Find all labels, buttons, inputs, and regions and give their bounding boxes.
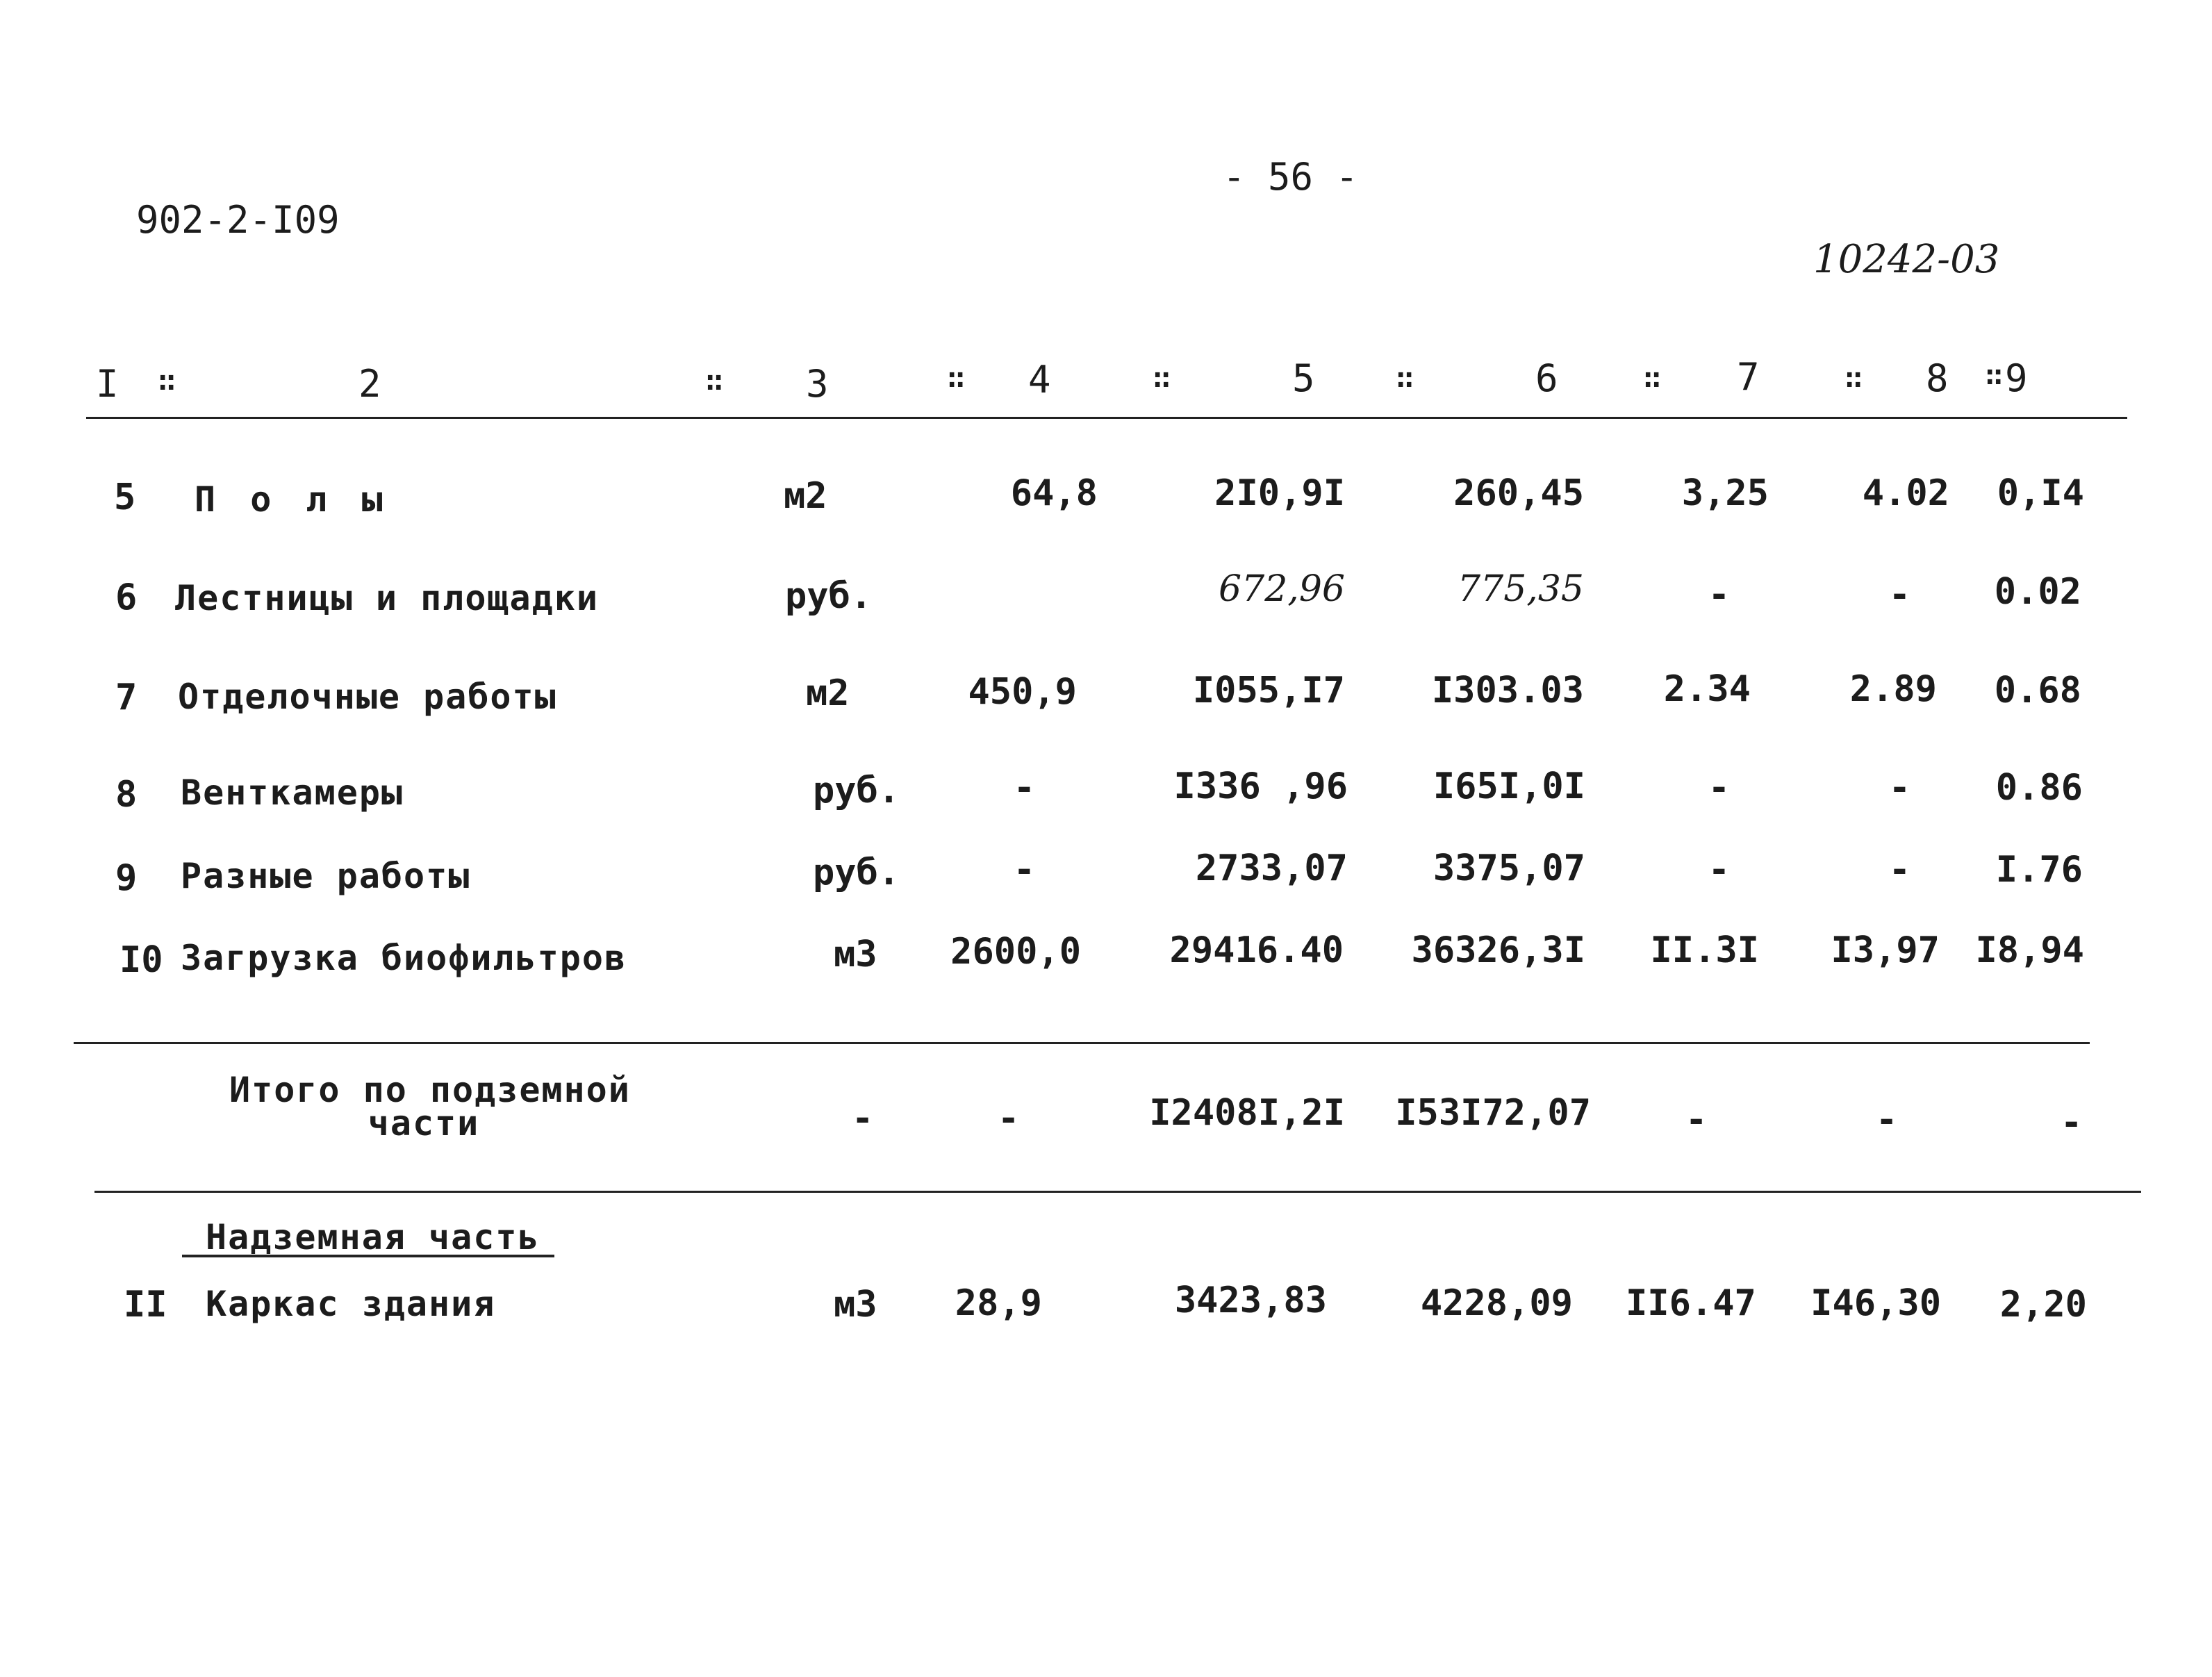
- row-name: Загрузка биофильтров: [181, 938, 627, 978]
- row-name: Лестницы и площадки: [175, 578, 599, 618]
- col-separator: ∷: [1845, 363, 1863, 395]
- row-col9: 2,20: [1999, 1284, 2087, 1325]
- row-col7: 3,25: [1681, 472, 1769, 514]
- archive-number: 10242-03: [1813, 237, 2000, 282]
- subtotal-bottom-rule: [94, 1191, 2141, 1193]
- row-name: Венткамеры: [181, 773, 404, 813]
- row-col9: 0,I4: [1997, 472, 2084, 514]
- subtotal-label-line1: Итого по подземной: [229, 1070, 631, 1110]
- row-name: Разные работы: [181, 856, 471, 896]
- section-underline: [182, 1255, 554, 1257]
- row-col8: I3,97: [1831, 930, 1940, 971]
- row-unit: м3: [834, 934, 877, 975]
- col-header-1: I: [96, 362, 119, 406]
- row-col9: 0.02: [1994, 571, 2081, 613]
- col-header-9: 9: [2005, 356, 2028, 400]
- header-rule: [86, 417, 2127, 419]
- row-col9: 0.68: [1994, 670, 2081, 711]
- row-col6: 260,45: [1453, 472, 1584, 514]
- row-name: П о л ы: [195, 479, 390, 520]
- row-col4: -: [1013, 849, 1035, 891]
- col-separator: ∷: [948, 363, 965, 395]
- row-number: 8: [115, 774, 138, 816]
- row-number: 7: [115, 677, 138, 718]
- row-number: 9: [115, 857, 138, 899]
- row-col7: II6.47: [1626, 1282, 1756, 1324]
- col-header-6: 6: [1535, 356, 1558, 400]
- row-col6: 3375,07: [1433, 848, 1585, 889]
- row-col6: I65I,0I: [1433, 766, 1585, 807]
- row-name: Каркас здания: [206, 1284, 496, 1324]
- row-col5: 672,96: [1219, 568, 1345, 610]
- subtotal-col8: -: [1876, 1099, 1898, 1141]
- subtotal-label-line2: части: [368, 1103, 480, 1143]
- row-col4: 28,9: [955, 1282, 1042, 1324]
- row-col7: -: [1708, 767, 1730, 809]
- row-number: I0: [119, 939, 163, 981]
- col-separator: ∷: [1153, 363, 1171, 395]
- row-col6: 4228,09: [1420, 1282, 1573, 1324]
- subtotal-unit: -: [852, 1098, 874, 1139]
- row-col9: 0.86: [1995, 767, 2083, 809]
- subtotal-col6: I53I72,07: [1395, 1092, 1591, 1134]
- row-name: Отделочные работы: [178, 677, 557, 717]
- row-col8: 2.89: [1849, 668, 1937, 710]
- row-col6: 775,35: [1458, 568, 1584, 610]
- section-title: Надземная часть: [206, 1217, 540, 1257]
- col-separator: ∷: [1396, 363, 1414, 395]
- row-col5: 29416.40: [1169, 930, 1344, 971]
- row-col5: I055,I7: [1192, 670, 1345, 711]
- doc-code: 902-2-I09: [136, 198, 340, 242]
- col-header-8: 8: [1926, 356, 1949, 400]
- col-separator: ∷: [1644, 363, 1661, 395]
- row-number: 5: [114, 477, 136, 518]
- col-header-5: 5: [1292, 356, 1315, 400]
- row-col7: 2.34: [1663, 668, 1751, 710]
- page-number: - 56 -: [1223, 155, 1359, 199]
- row-col7: -: [1708, 574, 1730, 616]
- row-col4: -: [1013, 767, 1035, 809]
- col-header-2: 2: [358, 362, 381, 406]
- col-header-3: 3: [806, 362, 829, 406]
- row-col5: 2733,07: [1195, 848, 1348, 889]
- subtotal-col5: I2408I,2I: [1149, 1092, 1345, 1134]
- row-col9: I8,94: [1975, 930, 2084, 971]
- row-col4: 64,8: [1010, 472, 1098, 514]
- row-unit: руб.: [813, 852, 900, 893]
- row-number: II: [124, 1284, 167, 1325]
- col-header-4: 4: [1028, 358, 1051, 402]
- row-unit: м3: [834, 1284, 877, 1325]
- row-col6: 36326,3I: [1411, 930, 1585, 971]
- subtotal-col4: -: [998, 1098, 1020, 1139]
- row-col7: -: [1708, 849, 1730, 891]
- subtotal-col9: -: [2061, 1102, 2083, 1143]
- row-col9: I.76: [1995, 849, 2083, 891]
- subtotal-top-rule: [74, 1042, 2090, 1044]
- row-col8: -: [1888, 767, 1910, 809]
- row-col8: 4.02: [1862, 472, 1949, 514]
- row-col4: 450,9: [968, 671, 1077, 713]
- col-separator: ∷: [1986, 361, 2003, 393]
- col-separator: ∷: [158, 366, 176, 398]
- row-col5: 2I0,9I: [1214, 472, 1345, 514]
- row-col5: 3423,83: [1174, 1280, 1327, 1321]
- row-col5: I336 ,96: [1173, 766, 1348, 807]
- row-unit: м2: [806, 672, 850, 714]
- row-unit: м2: [784, 475, 827, 517]
- row-col8: -: [1888, 849, 1910, 891]
- row-number: 6: [115, 577, 138, 618]
- row-unit: руб.: [785, 575, 873, 617]
- row-col4: 2600,0: [950, 931, 1081, 973]
- subtotal-col7: -: [1685, 1099, 1708, 1141]
- row-col7: II.3I: [1650, 930, 1759, 971]
- row-unit: руб.: [813, 770, 900, 811]
- row-col6: I303.03: [1431, 670, 1584, 711]
- row-col8: I46,30: [1810, 1282, 1941, 1324]
- row-col8: -: [1888, 574, 1910, 616]
- col-header-7: 7: [1737, 355, 1760, 399]
- col-separator: ∷: [706, 366, 723, 398]
